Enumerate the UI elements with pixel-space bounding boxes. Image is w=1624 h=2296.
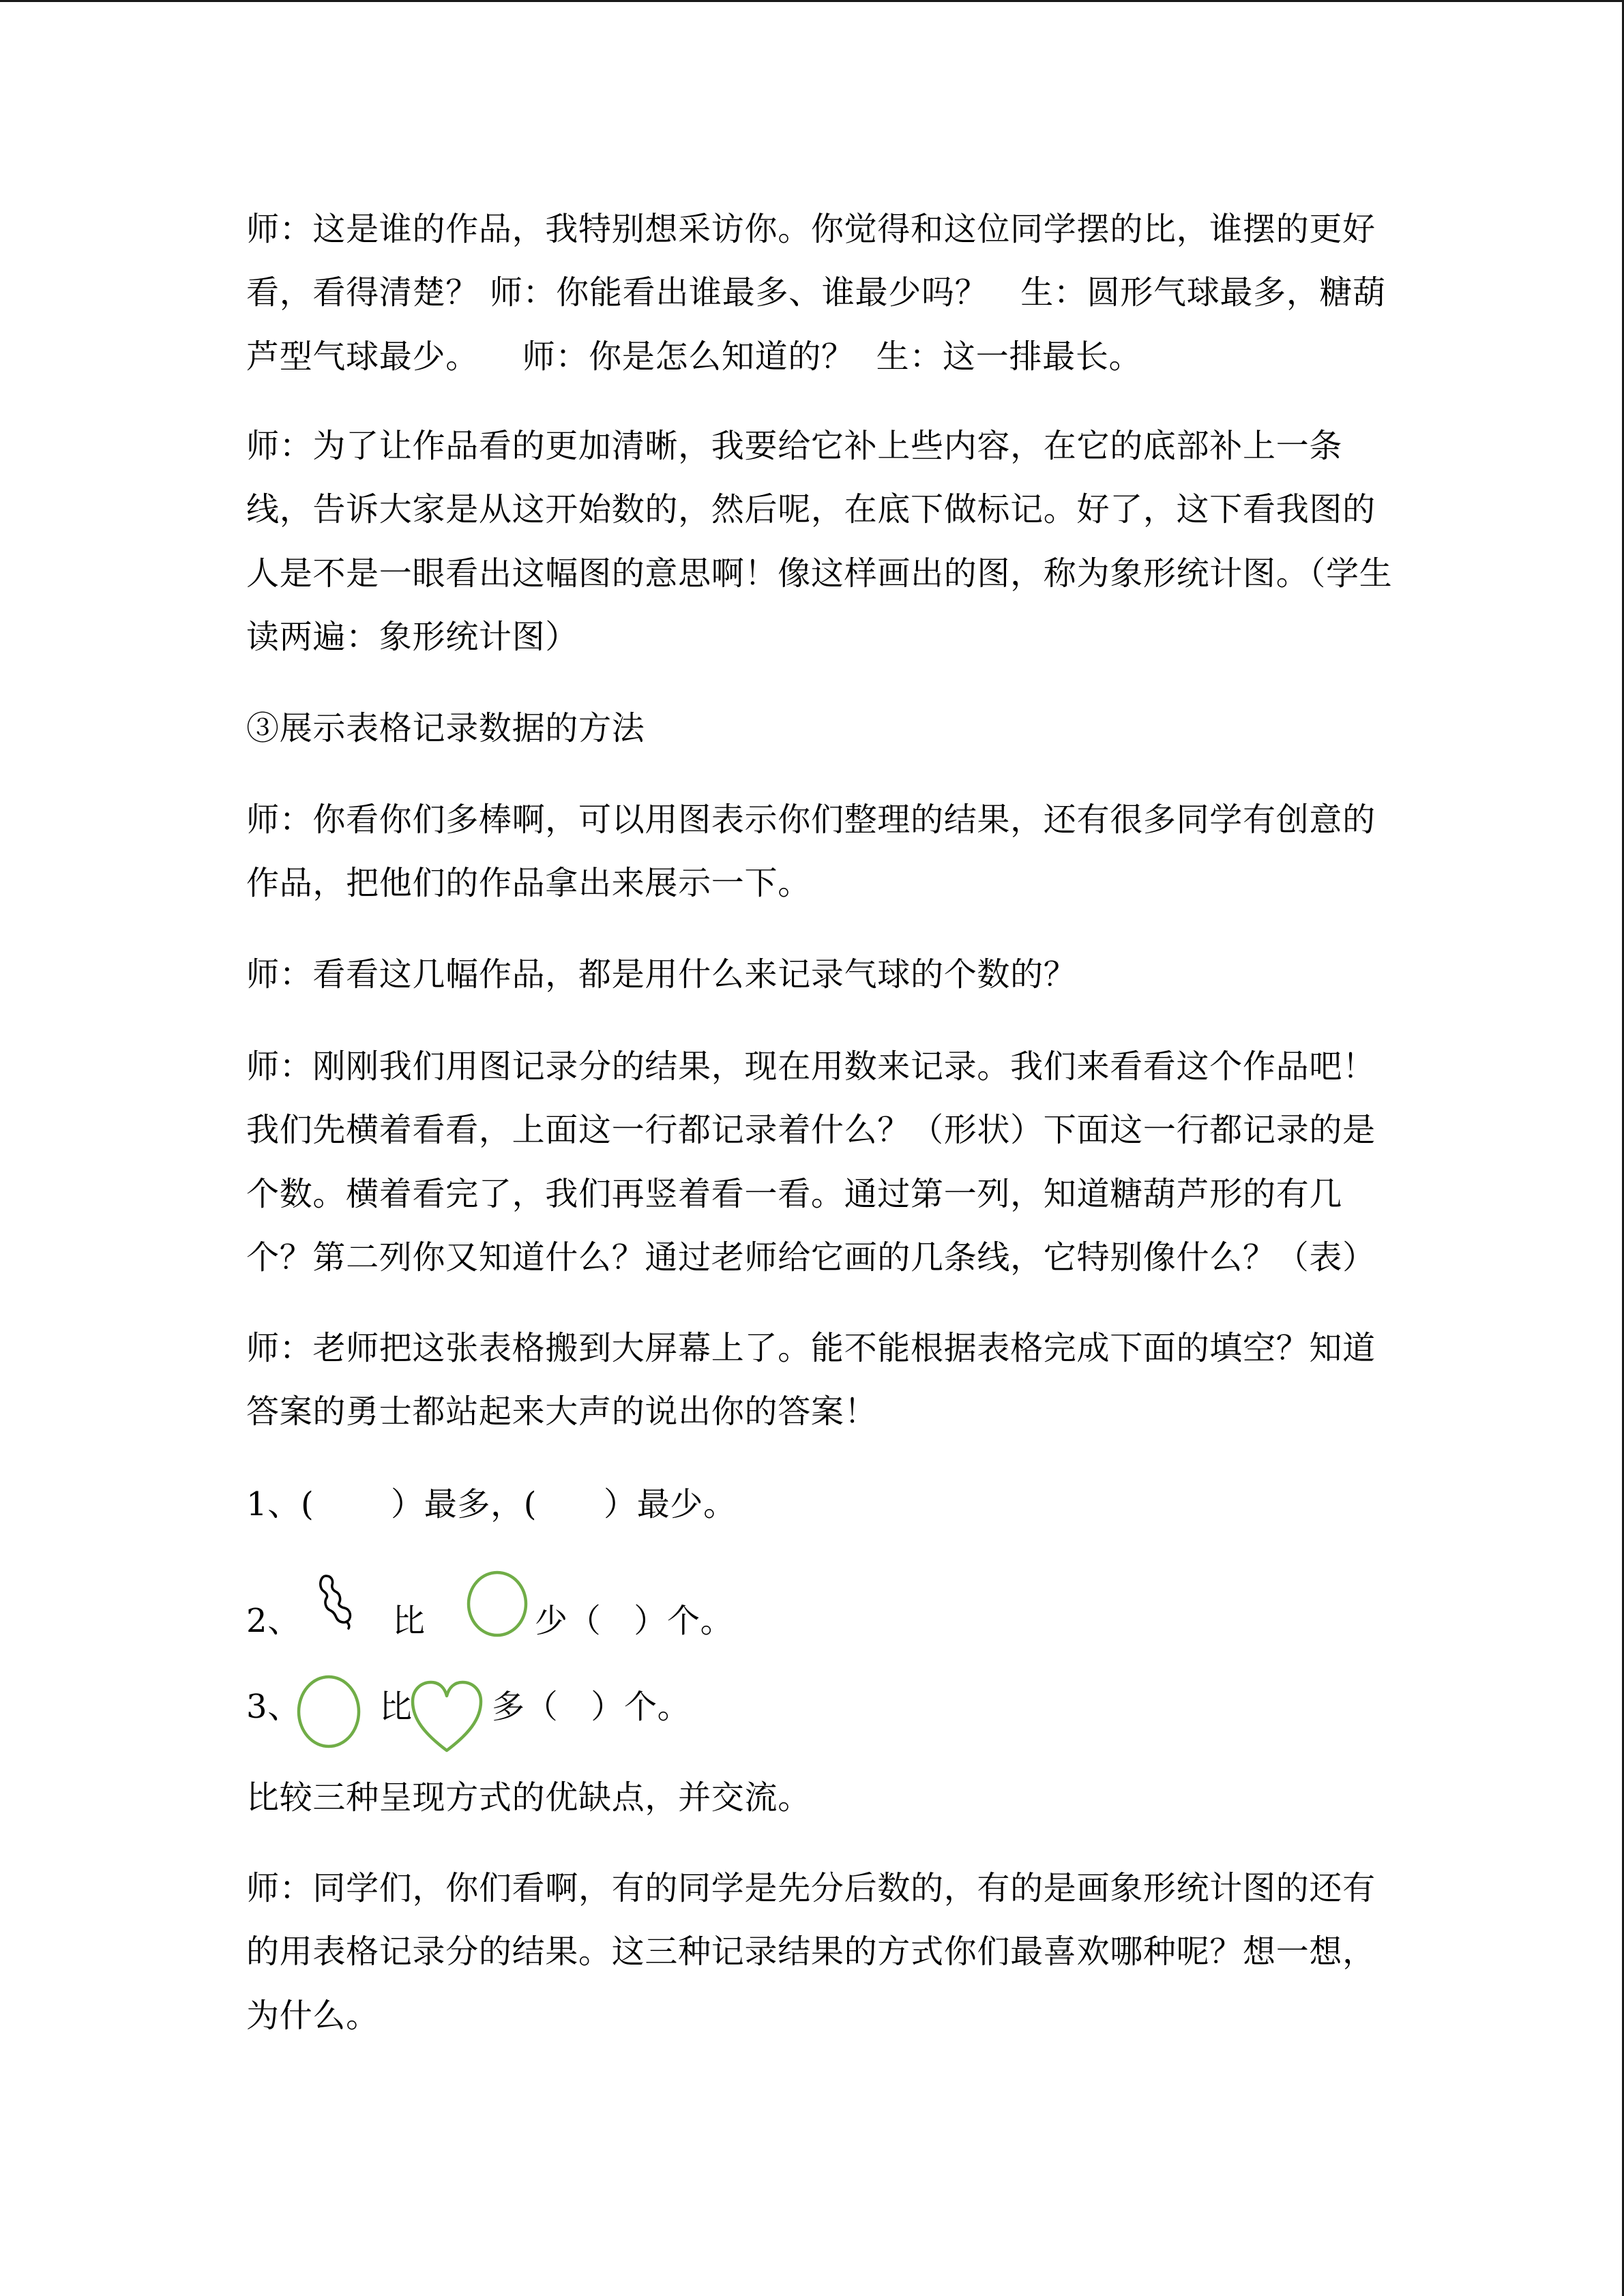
exercise-2-compare: 比 (392, 1602, 426, 1640)
text-line: 线，告诉大家是从这开始数的，然后呢，在底下做标记。好了，这下看我图的 (246, 490, 1376, 529)
exercise-3 (0, 1666, 1624, 1748)
section-heading-text: ③展示表格记录数据的方法 (246, 709, 645, 747)
circle-balloon-icon (466, 1570, 529, 1638)
text-line: 师：老师把这张表格搬到大屏幕上了。能不能根据表格完成下面的填空？知道 (246, 1329, 1376, 1367)
text-line: 师：刚刚我们用图记录分的结果，现在用数来记录。我们来看看这个作品吧！ (246, 1047, 1376, 1086)
paragraph-pictograph (246, 415, 1406, 669)
heart-balloon-icon (410, 1680, 484, 1755)
paragraph-compare (246, 1766, 1406, 1830)
section-heading (246, 697, 1406, 760)
exercise-2 (0, 1580, 1624, 1662)
text-line: 师：同学们，你们看啊，有的同学是先分后数的，有的是画象形统计图的还有 (246, 1869, 1376, 1907)
text-line: 读两遍：象形统计图） (246, 617, 579, 656)
text-line: 个？第二列你又知道什么？通过老师给它画的几条线，它特别像什么？（表） (246, 1238, 1376, 1277)
exercise-1-end: ）最少。 (604, 1485, 737, 1523)
paragraph-showcase (246, 788, 1406, 916)
text-line: 师：你看你们多棒啊，可以用图表示你们整理的结果，还有很多同学有创意的 (246, 801, 1376, 839)
text-line: 为什么。 (246, 1996, 379, 2035)
paragraph-closing (246, 1857, 1406, 2048)
paragraph-intro (246, 198, 1406, 389)
exercise-1-start: 1、( (246, 1485, 314, 1523)
paragraph-question (246, 943, 1406, 1007)
gourd-balloon-icon (315, 1574, 356, 1630)
text-line: 我们先横着看看，上面这一行都记录着什么？（形状）下面这一行都记录的是 (246, 1111, 1376, 1150)
circle-balloon-icon (296, 1674, 361, 1749)
text-line: 芦型气球最少。 师：你是怎么知道的？ 生：这一排最长。 (246, 337, 1142, 376)
text-line: 作品，把他们的作品拿出来展示一下。 (246, 864, 811, 903)
text-line: 师：为了让作品看的更加清晰，我要给它补上些内容，在它的底部补上一条 (246, 427, 1343, 465)
exercise-2-tail: 少（ ）个。 (535, 1602, 734, 1640)
text-line: 师：这是谁的作品，我特别想采访你。你觉得和这位同学摆的比，谁摆的更好 (246, 210, 1376, 248)
paragraph-table (246, 1035, 1406, 1289)
text-line: 师：看看这几幅作品，都是用什么来记录气球的个数的？ (246, 955, 1077, 994)
text-line: 看，看得清楚？ 师：你能看出谁最多、谁最少吗？ 生：圆形气球最多，糖葫 (246, 273, 1386, 312)
text-line: 人是不是一眼看出这幅图的意思啊！像这样画出的图，称为象形统计图。（学生 (246, 554, 1393, 593)
exercise-1 (0, 1473, 1624, 1536)
text-line: 比较三种呈现方式的优缺点，并交流。 (246, 1778, 811, 1817)
exercise-2-number: 2、 (246, 1602, 301, 1640)
exercise-3-number: 3、 (246, 1688, 301, 1726)
page-top-border (0, 0, 1624, 2)
exercise-1-middle: ）最多，( (391, 1485, 537, 1523)
text-line: 答案的勇士都站起来大声的说出你的答案！ (246, 1392, 878, 1431)
text-line: 个数。横着看完了，我们再竖着看一看。通过第一列，知道糖葫芦形的有几 (246, 1174, 1343, 1213)
text-line: 的用表格记录分的结果。这三种记录结果的方式你们最喜欢哪种呢？想一想， (246, 1933, 1376, 1971)
exercise-3-tail: 多（ ）个。 (492, 1688, 691, 1726)
exercise-3-compare: 比 (379, 1688, 413, 1726)
paragraph-screen (246, 1317, 1406, 1444)
